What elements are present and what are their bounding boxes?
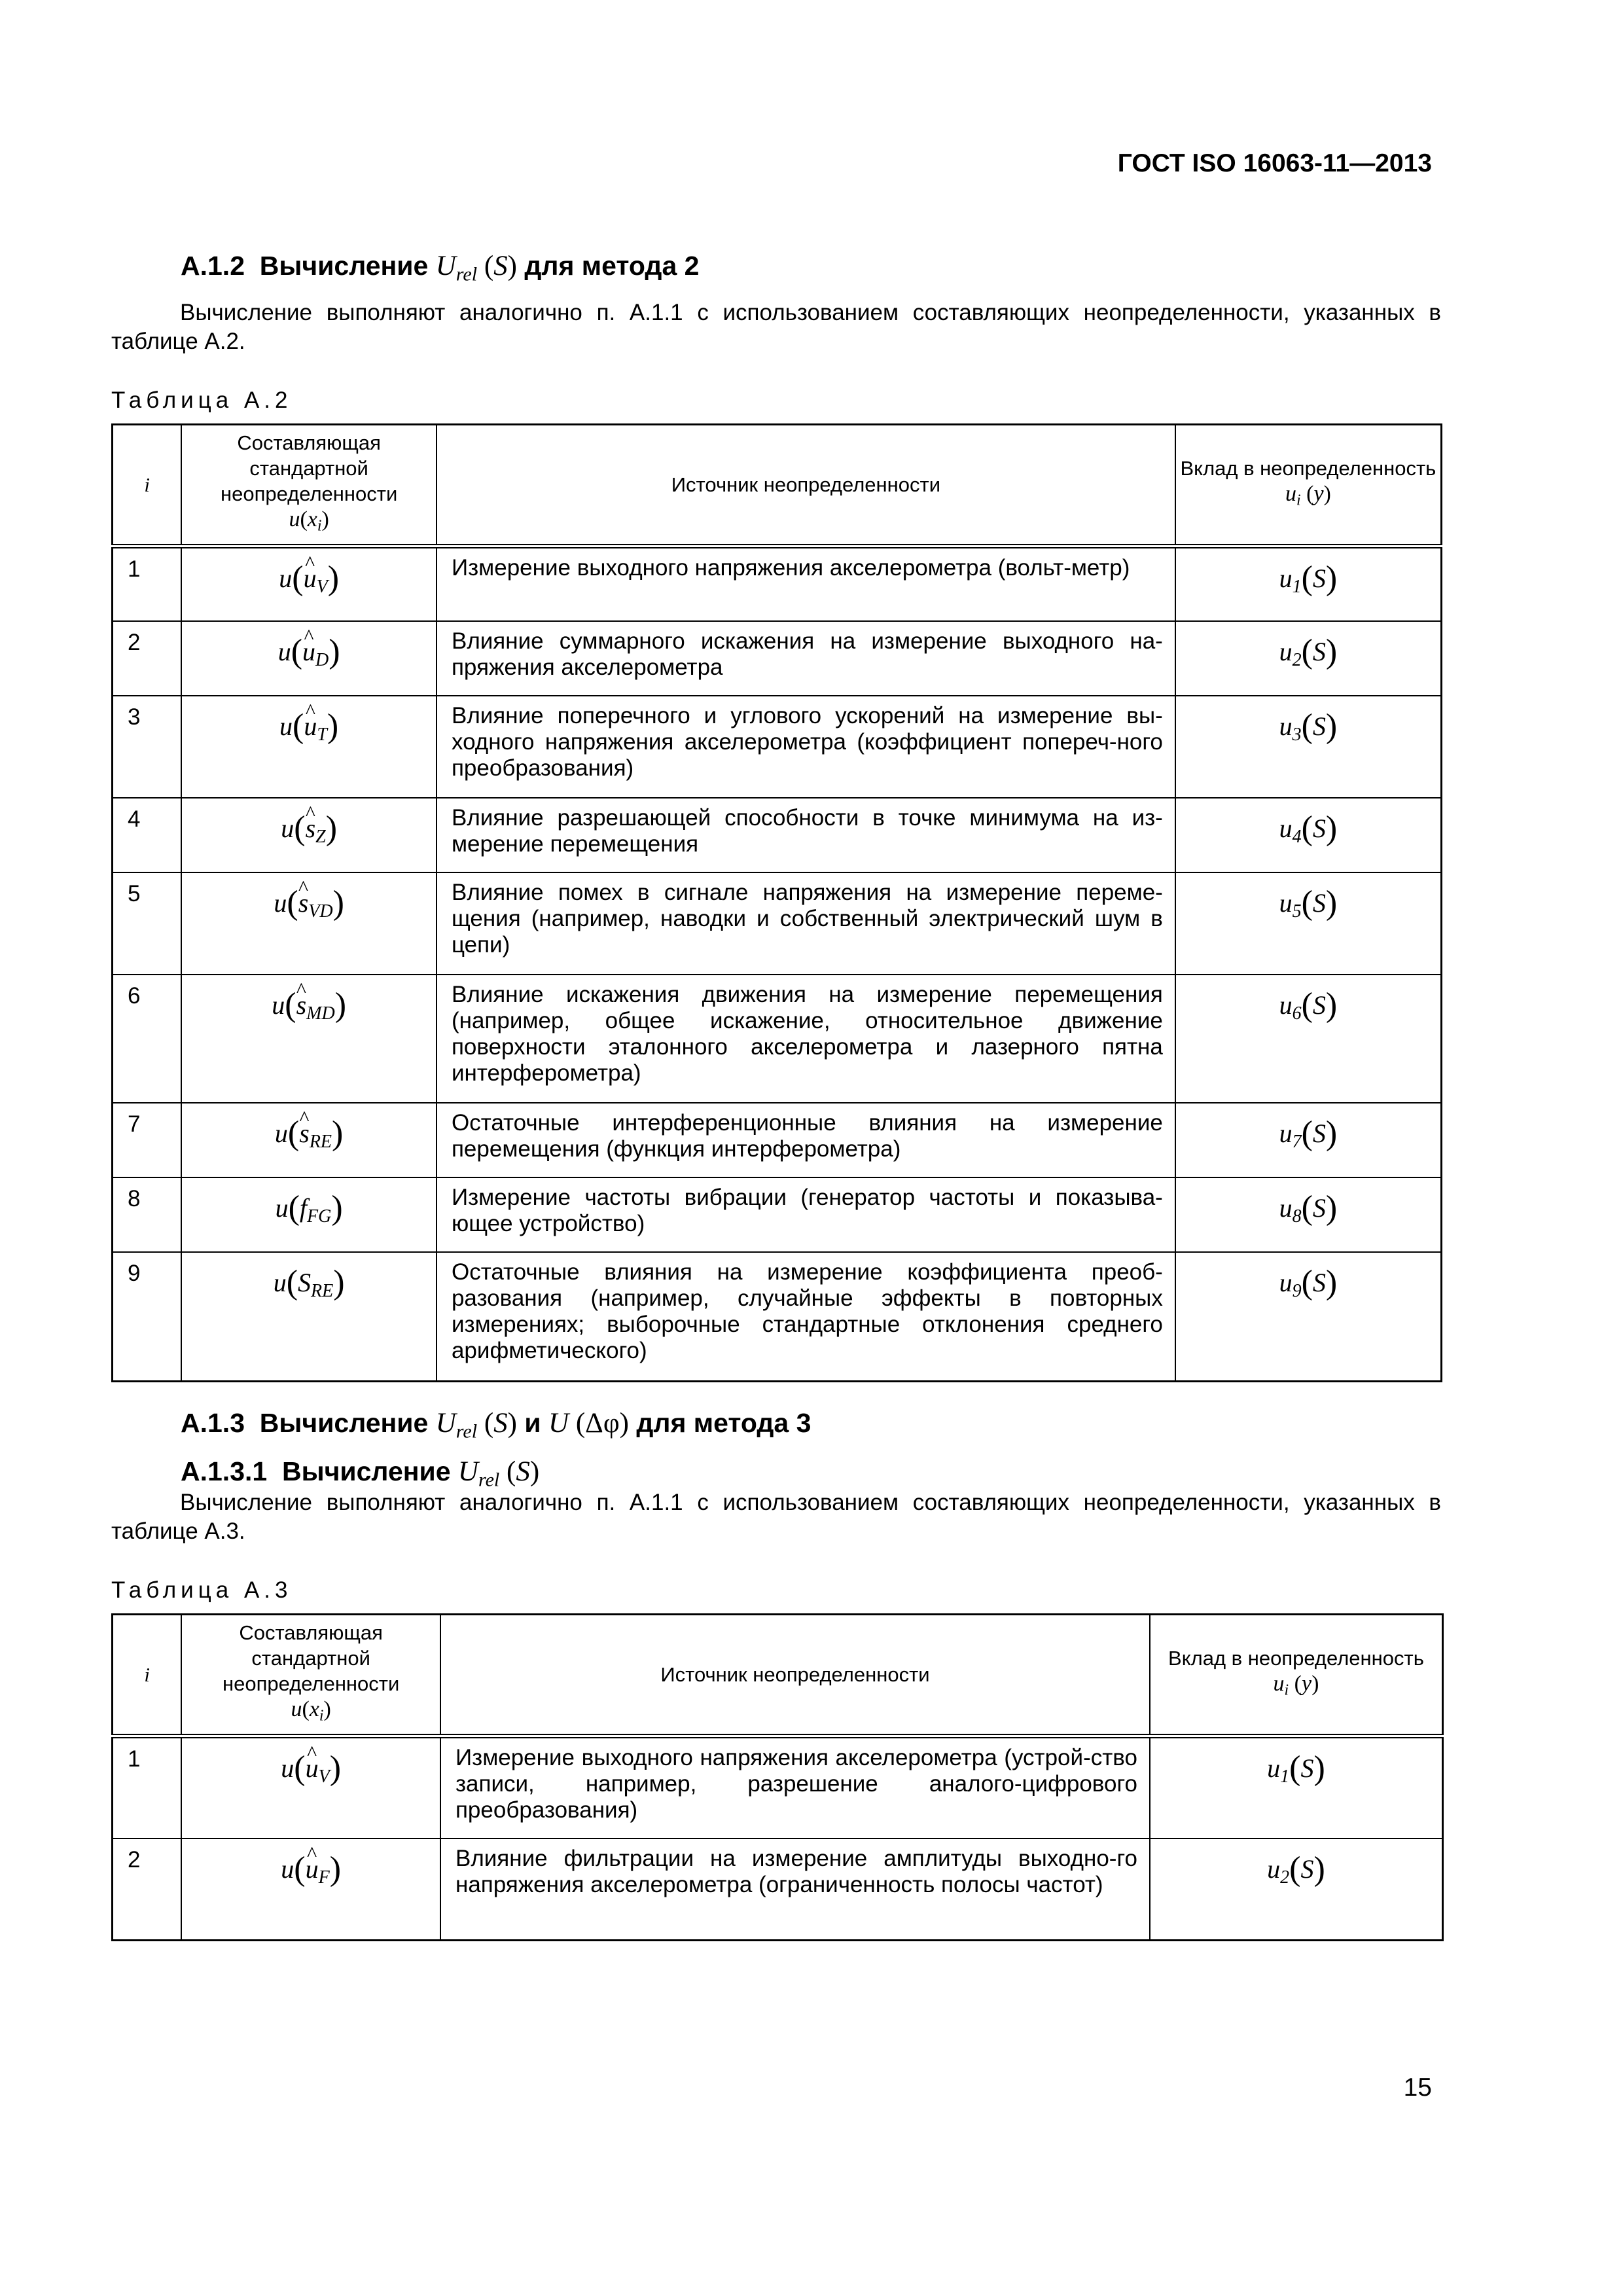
table-a3-header-contribution-label: Вклад в неопределенность xyxy=(1168,1647,1424,1670)
section-a13-heading xyxy=(181,1407,811,1443)
uncertainty-contribution: $u_9(S)$ xyxy=(1175,1252,1442,1382)
formula-urel-s: $U_{rel}$ (S) xyxy=(435,1408,517,1443)
section-a131-title-pre: Вычисление xyxy=(282,1456,451,1486)
uncertainty-component-symbol: u(^ $u_T$) xyxy=(181,696,437,798)
uncertainty-component-symbol: u(^ $s_{MD}$) xyxy=(181,975,437,1103)
uncertainty-source: Влияние суммарного искажения на измерение выходного на-пряжения акселерометра xyxy=(437,621,1175,696)
section-a13-title-pre: Вычисление xyxy=(259,1408,429,1438)
table-row xyxy=(113,1252,1442,1382)
table-a3-caption: Таблица А.3 xyxy=(111,1577,293,1603)
page-number: 15 xyxy=(1403,2073,1432,2102)
uncertainty-component-symbol: $u(S_{RE})$ xyxy=(181,1252,437,1382)
row-index: 7 xyxy=(113,1103,182,1177)
formula-urel-s: $U_{rel}$ (S) xyxy=(435,251,517,285)
uncertainty-contribution: $u_7(S)$ xyxy=(1175,1103,1442,1177)
table-row xyxy=(113,975,1442,1103)
uncertainty-source: Остаточные влияния на измерение коэффициента преоб-разования (например, случайные эффекты в повторных измерениях; выборочные стандартные отклонения среднего арифметического) xyxy=(437,1252,1175,1382)
table-row xyxy=(113,696,1442,798)
table-a2-header-i: i xyxy=(113,425,182,547)
table-row xyxy=(113,1103,1442,1177)
row-index: 1 xyxy=(113,547,182,621)
uncertainty-component-symbol: u(^ $u_V$) xyxy=(181,1736,440,1839)
uncertainty-source: Влияние искажения движения на измерение перемещения (например, общее искажение, относительное движение поверхности эталонного акселерометра и лазерного пятна интерферометра) xyxy=(437,975,1175,1103)
row-index: 5 xyxy=(113,872,182,975)
formula-urel-s: $U_{rel}$ (S) xyxy=(457,1456,540,1491)
row-index: 2 xyxy=(113,1839,182,1941)
table-row xyxy=(113,547,1442,621)
uncertainty-contribution: $u_1(S)$ xyxy=(1150,1736,1443,1839)
table-a2 xyxy=(111,423,1442,1382)
uncertainty-component-symbol: $u(f_{FG})$ xyxy=(181,1177,437,1252)
table-row xyxy=(113,1177,1442,1252)
uncertainty-source: Измерение выходного напряжения акселерометра (устрой-ство записи, например, разрешение аналого-цифрового преобразования) xyxy=(440,1736,1150,1839)
uncertainty-source: Влияние помех в сигнале напряжения на измерение переме-щения (например, наводки и собственный электрический шум в цепи) xyxy=(437,872,1175,975)
section-a13-title-and: и xyxy=(524,1408,541,1438)
table-a3-header-contribution: Вклад в неопределенность $u_i$ (y) xyxy=(1150,1615,1443,1736)
table-a3-header-component: Составляющая стандартной неопределенности $u(x_i)$ xyxy=(181,1615,440,1736)
uncertainty-component-symbol: u(^ $u_V$) xyxy=(181,547,437,621)
table-row xyxy=(113,1736,1443,1839)
section-a131-text: Вычисление выполняют аналогично п. А.1.1 с использованием составляющих неопределенности, указанных в таблице А.3. xyxy=(111,1490,1441,1544)
section-a12-number: А.1.2 xyxy=(181,251,245,281)
table-a2-header-component-label: Составляющая стандартной неопределенности xyxy=(220,431,398,506)
uncertainty-source: Измерение частоты вибрации (генератор частоты и показыва-ющее устройство) xyxy=(437,1177,1175,1252)
section-a131-number: А.1.3.1 xyxy=(181,1456,268,1486)
row-index: 3 xyxy=(113,696,182,798)
section-a12-paragraph xyxy=(111,298,1441,356)
formula-u-delta-phi: U (Δφ) xyxy=(548,1408,629,1439)
uncertainty-component-symbol: u(^ $s_{RE}$) xyxy=(181,1103,437,1177)
table-a2-header-contribution-label: Вклад в неопределенность xyxy=(1180,457,1436,480)
uncertainty-source: Остаточные интерференционные влияния на измерение перемещения (функция интерферометра) xyxy=(437,1103,1175,1177)
table-row xyxy=(113,798,1442,872)
uncertainty-component-symbol: u(^ $u_F$) xyxy=(181,1839,440,1941)
uncertainty-component-symbol: u(^ $u_D$) xyxy=(181,621,437,696)
row-index: 1 xyxy=(113,1736,182,1839)
row-index: 2 xyxy=(113,621,182,696)
table-a3-header-source: Источник неопределенности xyxy=(440,1615,1150,1736)
uncertainty-contribution: $u_3(S)$ xyxy=(1175,696,1442,798)
table-a2-caption: Таблица А.2 xyxy=(111,387,293,413)
uncertainty-contribution: $u_6(S)$ xyxy=(1175,975,1442,1103)
table-a2-header-source: Источник неопределенности xyxy=(437,425,1175,547)
section-a12-title-post: для метода 2 xyxy=(524,251,700,281)
section-a12-title-pre: Вычисление xyxy=(259,251,429,281)
section-a131-paragraph xyxy=(111,1488,1441,1546)
row-index: 6 xyxy=(113,975,182,1103)
row-index: 8 xyxy=(113,1177,182,1252)
uncertainty-source: Влияние поперечного и углового ускорений на измерение вы-ходного напряжения акселерометра (коэффициент попереч-ного преобразования) xyxy=(437,696,1175,798)
uncertainty-source: Измерение выходного напряжения акселерометра (вольт-метр) xyxy=(437,547,1175,621)
uncertainty-contribution: $u_2(S)$ xyxy=(1175,621,1442,696)
uncertainty-component-symbol: u(^ $s_{VD}$) xyxy=(181,872,437,975)
uncertainty-component-symbol: u(^ $s_Z$) xyxy=(181,798,437,872)
table-a2-header-contribution: Вклад в неопределенность $u_i$ (y) xyxy=(1175,425,1442,547)
table-row xyxy=(113,872,1442,975)
section-a13-title-post: для метода 3 xyxy=(636,1408,812,1438)
table-row xyxy=(113,621,1442,696)
row-index: 4 xyxy=(113,798,182,872)
section-a12-text: Вычисление выполняют аналогично п. А.1.1 с использованием составляющих неопределенности, указанных в таблице А.2. xyxy=(111,300,1441,354)
table-a3-header-row xyxy=(113,1615,1443,1736)
table-a2-header-component: Составляющая стандартной неопределенности $u(x_i)$ xyxy=(181,425,437,547)
table-a3 xyxy=(111,1613,1444,1941)
uncertainty-contribution: $u_5(S)$ xyxy=(1175,872,1442,975)
section-a13-number: А.1.3 xyxy=(181,1408,245,1438)
table-a3-header-i: i xyxy=(113,1615,182,1736)
uncertainty-contribution: $u_2(S)$ xyxy=(1150,1839,1443,1941)
row-index: 9 xyxy=(113,1252,182,1382)
document-header-id: ГОСТ ISO 16063-11—2013 xyxy=(1117,149,1432,177)
section-a131-heading xyxy=(181,1456,539,1491)
uncertainty-source: Влияние разрешающей способности в точке минимума на из-мерение перемещения xyxy=(437,798,1175,872)
uncertainty-contribution: $u_4(S)$ xyxy=(1175,798,1442,872)
uncertainty-source: Влияние фильтрации на измерение амплитуды выходно-го напряжения акселерометра (ограниченность полосы частот) xyxy=(440,1839,1150,1941)
table-a3-header-component-label: Составляющая стандартной неопределенности xyxy=(223,1621,400,1696)
section-a12-heading xyxy=(181,250,699,285)
table-a2-header-row xyxy=(113,425,1442,547)
uncertainty-contribution: $u_1(S)$ xyxy=(1175,547,1442,621)
table-row xyxy=(113,1839,1443,1941)
uncertainty-contribution: $u_8(S)$ xyxy=(1175,1177,1442,1252)
